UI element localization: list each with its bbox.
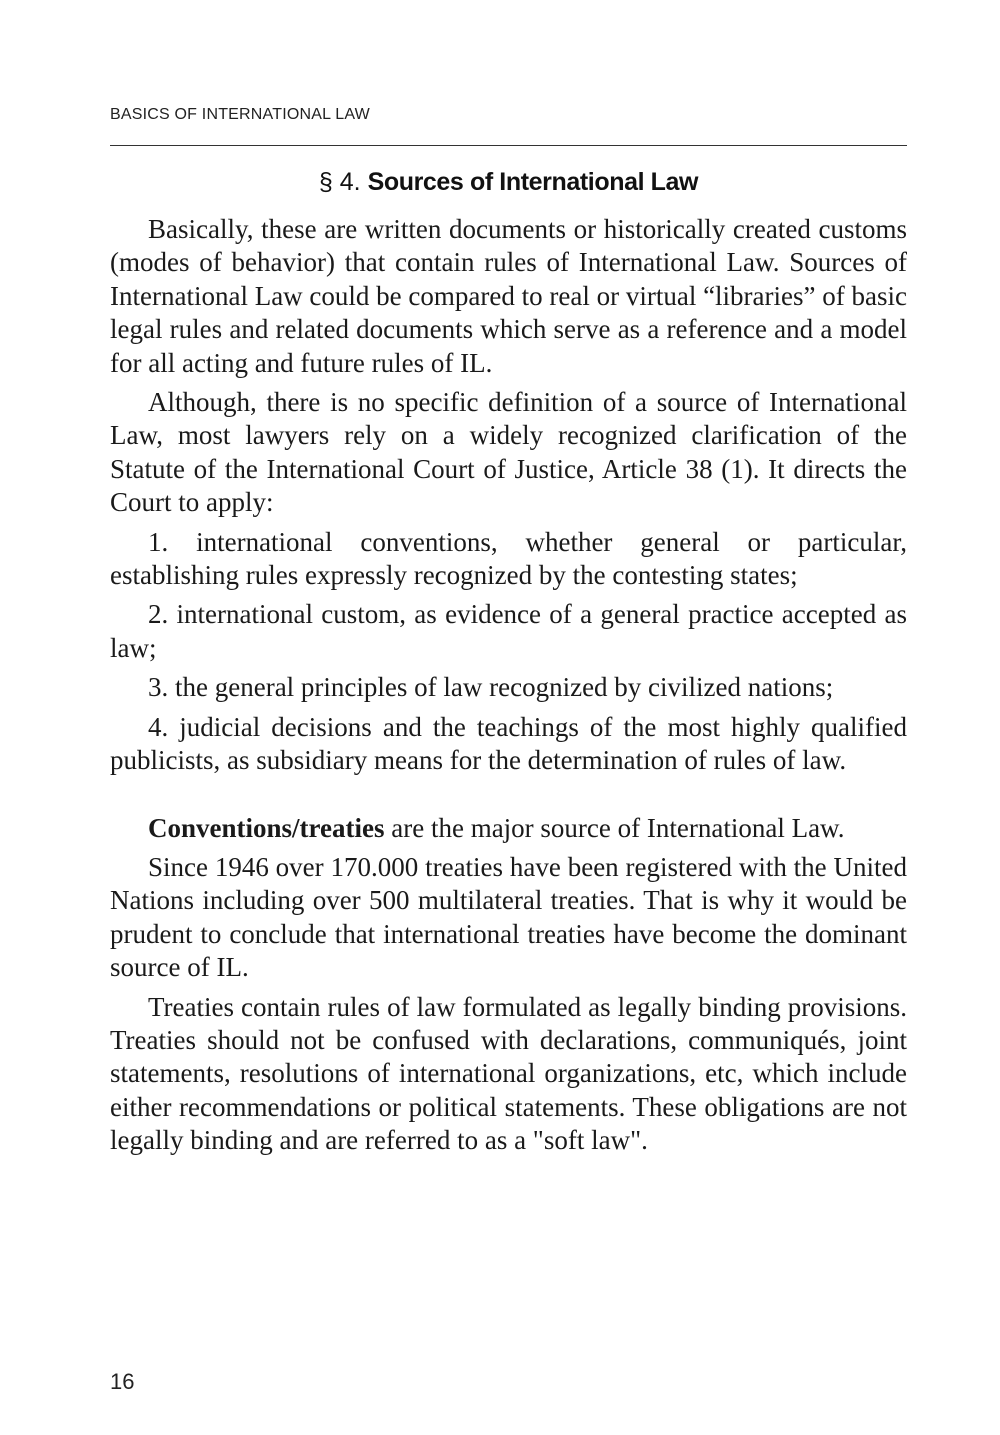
list-item-principles: 3. the general principles of law recognized by civilized nations; [148, 672, 834, 703]
page-number: 16 [110, 1369, 135, 1394]
list-item-conventions: 1. international conventions, whether general or particular, establishing rules expressly recognized by the contesting states; [110, 526, 907, 591]
list-item-judicial-decisions: 4. judicial decisions and the teachings of the most highly qualified publicists, as subsidiary means for the determination of rules of law. [110, 711, 907, 776]
paragraph-article-38: Although, there is no specific definition of a source of International Law, most lawyers rely on a widely recognized clarification of the Statute of the International Court of Justice, Article 38 (1). It directs the Court to apply: [110, 387, 907, 518]
paragraph-soft-law: Treaties contain rules of law formulated as legally binding provisions. Treaties should not be confused with declarations, communiqués, joint statements, resolutions of international organizations, etc, which include either recommendations or political statements. These obligations are not legally binding and are referred to as a "soft law". [110, 991, 907, 1156]
list-item-custom: 2. international custom, as evidence of a general practice accepted as law; [110, 599, 907, 663]
paragraph-conventions-rest: are the major source of International Law. [384, 812, 845, 843]
book-page [110, 0, 907, 1435]
section-number: § 4. [318, 168, 361, 196]
running-header: BASICS OF INTERNATIONAL LAW [110, 106, 370, 123]
section-heading [110, 168, 907, 197]
section-title: Sources of International Law [367, 168, 699, 196]
header-rule [110, 145, 907, 146]
body-text [110, 213, 907, 1164]
paragraph-definition: Basically, these are written documents or historically created customs (modes of behavior) that contain rules of International Law. Sources of International Law could be compared to real or virtual “libraries” of basic legal rules and related documents which serve as a reference and a model for all acting and future rules of IL. [110, 214, 907, 378]
paragraph-conventions-treaties [110, 812, 907, 845]
term-conventions-treaties: Conventions/treaties [148, 812, 385, 843]
paragraph-treaty-statistics: Since 1946 over 170.000 treaties have been registered with the United Nations including over 500 multilateral treaties. That is why it would be prudent to conclude that international treaties have become the dominant source of IL. [110, 851, 907, 983]
